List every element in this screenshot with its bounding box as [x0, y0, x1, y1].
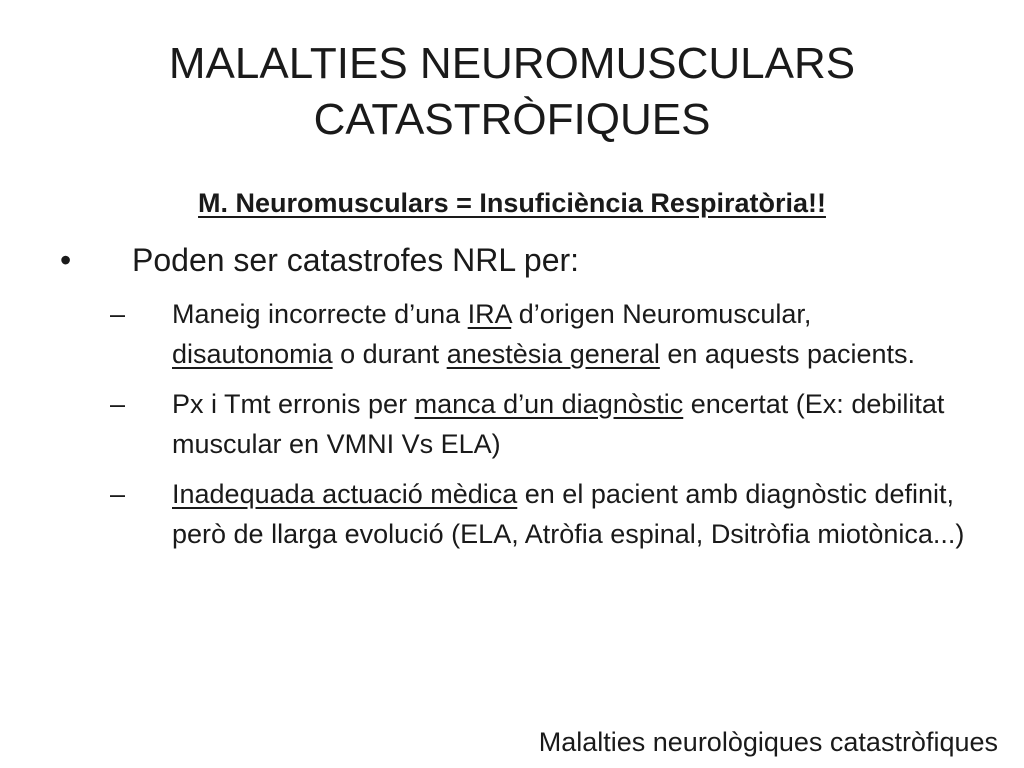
main-bullet-text: Poden ser catastrofes NRL per: [132, 242, 580, 278]
slide-footer: Malalties neurològiques catastròfiques [538, 727, 998, 757]
underlined-term: anestèsia general [446, 339, 660, 369]
underlined-term: IRA [467, 299, 512, 329]
sub-bullet-text [172, 474, 970, 554]
subtitle-text: M. Neuromusculars = Insuficiència Respiratòria!! [198, 188, 826, 218]
main-bullet [60, 240, 579, 280]
dash-icon: – [110, 299, 126, 329]
dash-icon: – [110, 479, 126, 509]
title-line-1: MALALTIES NEUROMUSCULARS [168, 39, 856, 88]
sub-bullet-text [172, 384, 970, 464]
bullet-dot-icon: • [60, 242, 72, 278]
sub-bullet-item [110, 474, 970, 554]
text-fragment: Maneig incorrecte d’una [172, 299, 468, 329]
dash-icon: – [110, 389, 126, 419]
sub-bullet-list [110, 294, 970, 564]
title-line-2: CATASTRÒFIQUES [313, 95, 711, 144]
sub-bullet-item [110, 294, 970, 374]
sub-bullet-text [172, 294, 970, 374]
text-fragment: en el pacient amb diagnòstic definit, però de llarga evolució (ELA, Atròfia espinal, Dsitròfia miotònica...) [172, 479, 965, 549]
slide-subtitle [60, 188, 964, 219]
underlined-term: Inadequada actuació mèdica [172, 479, 518, 509]
text-fragment: d’origen Neuromuscular, [511, 299, 812, 329]
text-fragment: o durant [332, 339, 447, 369]
text-fragment: en aquests pacients. [659, 339, 916, 369]
underlined-term: disautonomia [172, 339, 333, 369]
underlined-term: manca d’un diagnòstic [414, 389, 684, 419]
text-fragment: Px i Tmt erronis per [172, 389, 415, 419]
slide-title [60, 36, 964, 148]
text-fragment: encertat (Ex: debilitat muscular en VMNI Vs ELA) [172, 389, 945, 459]
sub-bullet-item [110, 384, 970, 464]
